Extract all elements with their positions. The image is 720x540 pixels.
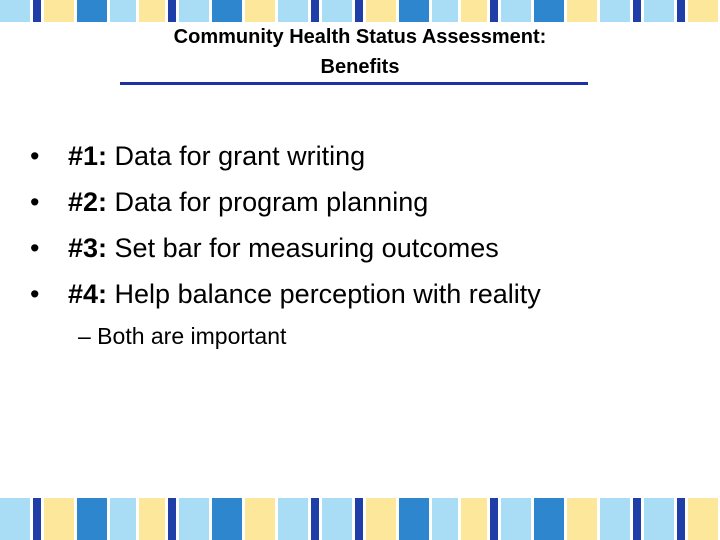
bottom-decorative-band: [0, 498, 720, 540]
benefit-text: Data for program planning: [114, 187, 429, 217]
band-stripe: [245, 0, 275, 22]
band-stripe: [534, 0, 564, 22]
band-stripe: [322, 498, 352, 540]
band-stripe: [110, 0, 136, 22]
benefit-number: #2:: [68, 187, 108, 217]
band-stripe: [688, 0, 718, 22]
band-stripe: [311, 0, 319, 22]
band-stripe: [212, 498, 242, 540]
band-stripe: [644, 498, 674, 540]
band-stripe: [677, 0, 685, 22]
band-stripe: [461, 0, 487, 22]
top-decorative-band: [0, 0, 720, 22]
band-stripe: [245, 498, 275, 540]
band-stripe: [501, 0, 531, 22]
band-stripe: [600, 0, 630, 22]
band-stripe: [110, 498, 136, 540]
band-stripe: [168, 498, 176, 540]
band-stripe: [633, 498, 641, 540]
band-stripe: [432, 0, 458, 22]
benefit-text: Set bar for measuring outcomes: [114, 233, 499, 263]
band-stripe: [179, 498, 209, 540]
band-stripe: [77, 498, 107, 540]
band-stripe: [355, 0, 363, 22]
band-stripe: [600, 498, 630, 540]
band-stripe: [168, 0, 176, 22]
band-stripe: [633, 0, 641, 22]
band-stripe: [33, 498, 41, 540]
benefit-text: Data for grant writing: [114, 141, 366, 171]
band-stripe: [322, 0, 352, 22]
sub-bullet: – Both are important: [78, 323, 287, 349]
band-stripe: [0, 498, 30, 540]
band-stripe: [139, 498, 165, 540]
band-stripe: [567, 0, 597, 22]
benefit-number: #3:: [68, 233, 108, 263]
slide-title: [120, 22, 600, 82]
benefit-number: #4:: [68, 279, 108, 309]
band-stripe: [461, 498, 487, 540]
bullet-dot: •: [30, 187, 40, 217]
benefit-item: [30, 274, 541, 320]
band-stripe: [0, 0, 30, 22]
benefit-text: Help balance perception with reality: [114, 279, 541, 309]
band-stripe: [44, 0, 74, 22]
band-stripe: [179, 0, 209, 22]
band-stripe: [139, 0, 165, 22]
benefit-item: [30, 228, 541, 274]
benefit-item: [30, 136, 541, 182]
band-stripe: [677, 498, 685, 540]
band-stripe: [501, 498, 531, 540]
band-stripe: [44, 498, 74, 540]
band-stripe: [366, 0, 396, 22]
band-stripe: [77, 0, 107, 22]
band-stripe: [212, 0, 242, 22]
slide-title-line-1: Community Health Status Assessment:: [173, 26, 547, 48]
band-stripe: [278, 498, 308, 540]
band-stripe: [278, 0, 308, 22]
band-stripe: [366, 498, 396, 540]
title-underline: [120, 82, 588, 85]
band-stripe: [490, 0, 498, 22]
bullet-dot: •: [30, 233, 40, 263]
band-stripe: [688, 498, 718, 540]
band-stripe: [399, 0, 429, 22]
band-stripe: [355, 498, 363, 540]
band-stripe: [644, 0, 674, 22]
benefit-number: #1:: [68, 141, 108, 171]
band-stripe: [567, 498, 597, 540]
band-stripe: [399, 498, 429, 540]
slide-title-line-2: Benefits: [320, 56, 400, 78]
bullet-dot: •: [30, 279, 40, 309]
band-stripe: [432, 498, 458, 540]
band-stripe: [490, 498, 498, 540]
band-stripe: [534, 498, 564, 540]
benefit-list: [30, 136, 541, 320]
band-stripe: [33, 0, 41, 22]
bullet-dot: •: [30, 141, 40, 171]
band-stripe: [311, 498, 319, 540]
benefit-item: [30, 182, 541, 228]
